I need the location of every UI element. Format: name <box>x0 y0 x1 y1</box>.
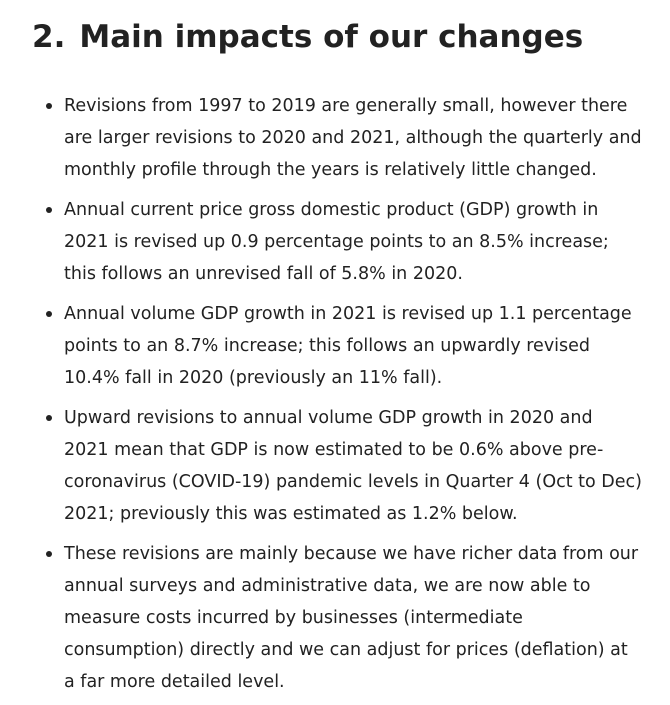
list-item: Revisions from 1997 to 2019 are generally small, however there are larger revisions to 2020 and 2021, although the quarterly and monthly profile through the years is relatively little changed. <box>64 90 642 186</box>
list-item: Annual volume GDP growth in 2021 is revised up 1.1 percentage points to an 8.7% increase; this follows an upwardly revised 10.4% fall in 2020 (previously an 11% fall). <box>64 298 642 394</box>
list-item: Upward revisions to annual volume GDP growth in 2020 and 2021 mean that GDP is now estimated to be 0.6% above pre-coronavirus (COVID-19) pandemic levels in Quarter 4 (Oct to Dec) 2021; previously this was estimated as 1.2% below. <box>64 402 642 530</box>
impacts-list <box>32 90 642 698</box>
list-item: These revisions are mainly because we have richer data from our annual surveys and administrative data, we are now able to measure costs incurred by businesses (intermediate consumption) directly and we can adjust for prices (deflation) at a far more detailed level. <box>64 538 642 698</box>
section-heading <box>32 16 642 58</box>
list-item: Annual current price gross domestic product (GDP) growth in 2021 is revised up 0.9 percentage points to an 8.5% increase; this follows an unrevised fall of 5.8% in 2020. <box>64 194 642 290</box>
section-number: 2. <box>32 19 66 55</box>
section-title: Main impacts of our changes <box>79 19 584 55</box>
